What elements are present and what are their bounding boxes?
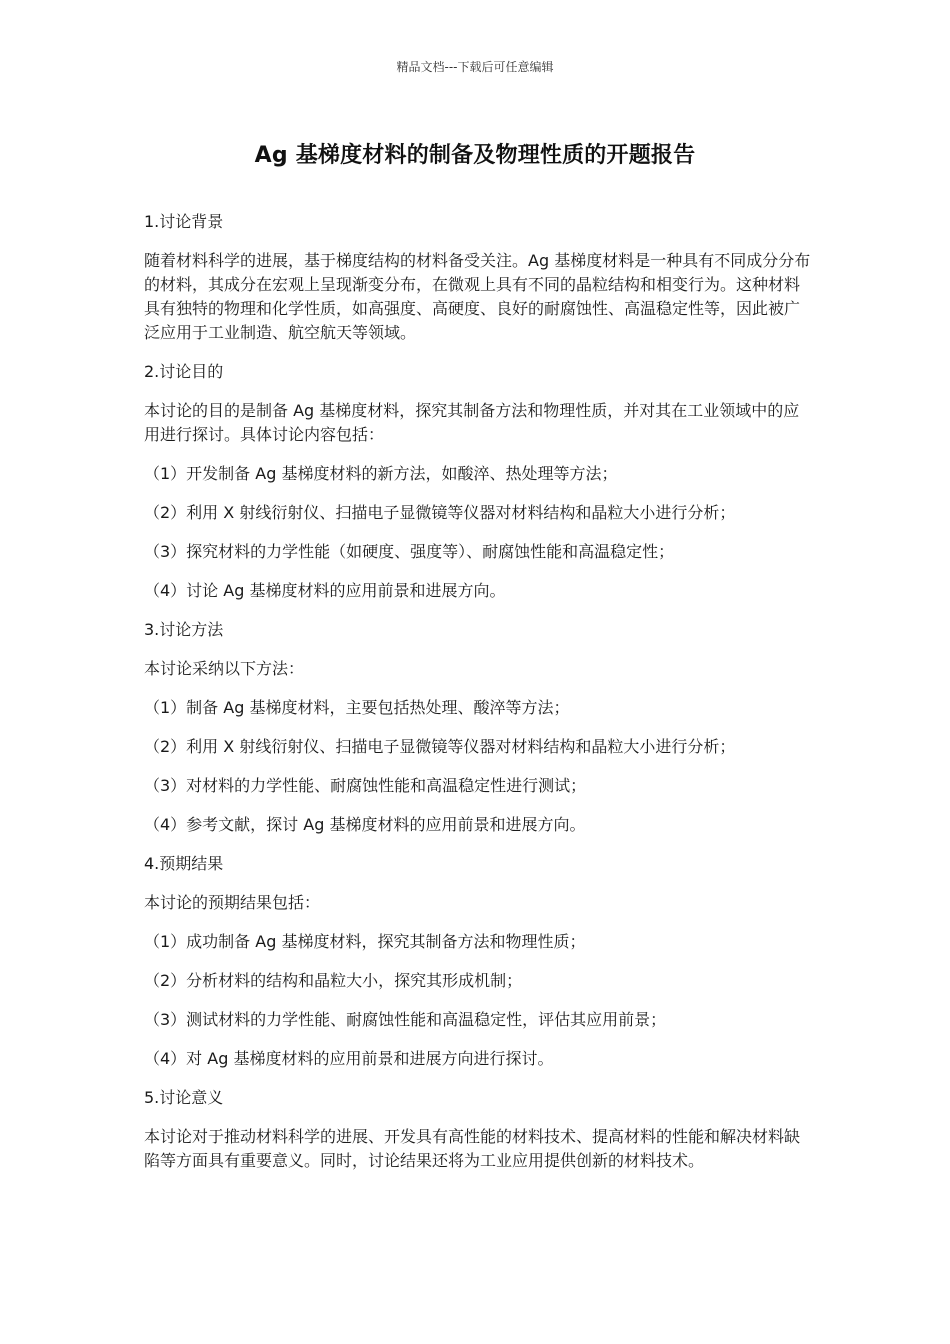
list-item: （1）制备 Ag 基梯度材料，主要包括热处理、酸淬等方法； [144,698,570,717]
list-item: （3）测试材料的力学性能、耐腐蚀性能和高温稳定性，评估其应用前景； [144,1010,667,1029]
list-item: （1）成功制备 Ag 基梯度材料，探究其制备方法和物理性质； [144,932,586,951]
section-heading: 3.讨论方法 [144,620,224,639]
list-item: （2）利用 X 射线衍射仪、扫描电子显微镜等仪器对材料结构和晶粒大小进行分析； [144,737,736,756]
list-item: （3）探究材料的力学性能（如硬度、强度等）、耐腐蚀性能和高温稳定性； [144,542,675,561]
section-heading: 2.讨论目的 [144,362,224,381]
list-item: （2）利用 X 射线衍射仪、扫描电子显微镜等仪器对材料结构和晶粒大小进行分析； [144,503,736,522]
paragraph: 本讨论的目的是制备 Ag 基梯度材料，探究其制备方法和物理性质，并对其在工业领域中的应用进行探讨。具体讨论内容包括： [144,401,800,444]
paragraph: 随着材料科学的进展，基于梯度结构的材料备受关注。Ag 基梯度材料是一种具有不同成分分布的材料，其成分在宏观上呈现渐变分布，在微观上具有不同的晶粒结构和相变行为。这种材料具有独特的物理和化学性质，如高强度、高硬度、良好的耐腐蚀性、高温稳定性等，因此被广泛应用于工业制造、航空航天等领域。 [144,251,811,342]
list-item: （4）讨论 Ag 基梯度材料的应用前景和进展方向。 [144,581,506,600]
page-header: 精品文档---下载后可任意编辑 [396,60,554,74]
paragraph: 本讨论的预期结果包括： [144,893,321,912]
paragraph: 本讨论采纳以下方法： [144,659,305,678]
section-heading: 4.预期结果 [144,854,224,873]
paragraph: 本讨论对于推动材料科学的进展、开发具有高性能的材料技术、提高材料的性能和解决材料缺陷等方面具有重要意义。同时，讨论结果还将为工业应用提供创新的材料技术。 [144,1127,801,1170]
list-item: （4）对 Ag 基梯度材料的应用前景和进展方向进行探讨。 [144,1049,554,1068]
document-body [144,210,814,1188]
list-item: （2）分析材料的结构和晶粒大小，探究其形成机制； [144,971,523,990]
list-item: （3）对材料的力学性能、耐腐蚀性能和高温稳定性进行测试； [144,776,587,795]
section-heading: 1.讨论背景 [144,212,224,231]
section-heading: 5.讨论意义 [144,1088,224,1107]
list-item: （4）参考文献，探讨 Ag 基梯度材料的应用前景和进展方向。 [144,815,586,834]
document-title: Ag 基梯度材料的制备及物理性质的开题报告 [254,143,696,168]
list-item: （1）开发制备 Ag 基梯度材料的新方法，如酸淬、热处理等方法； [144,464,618,483]
